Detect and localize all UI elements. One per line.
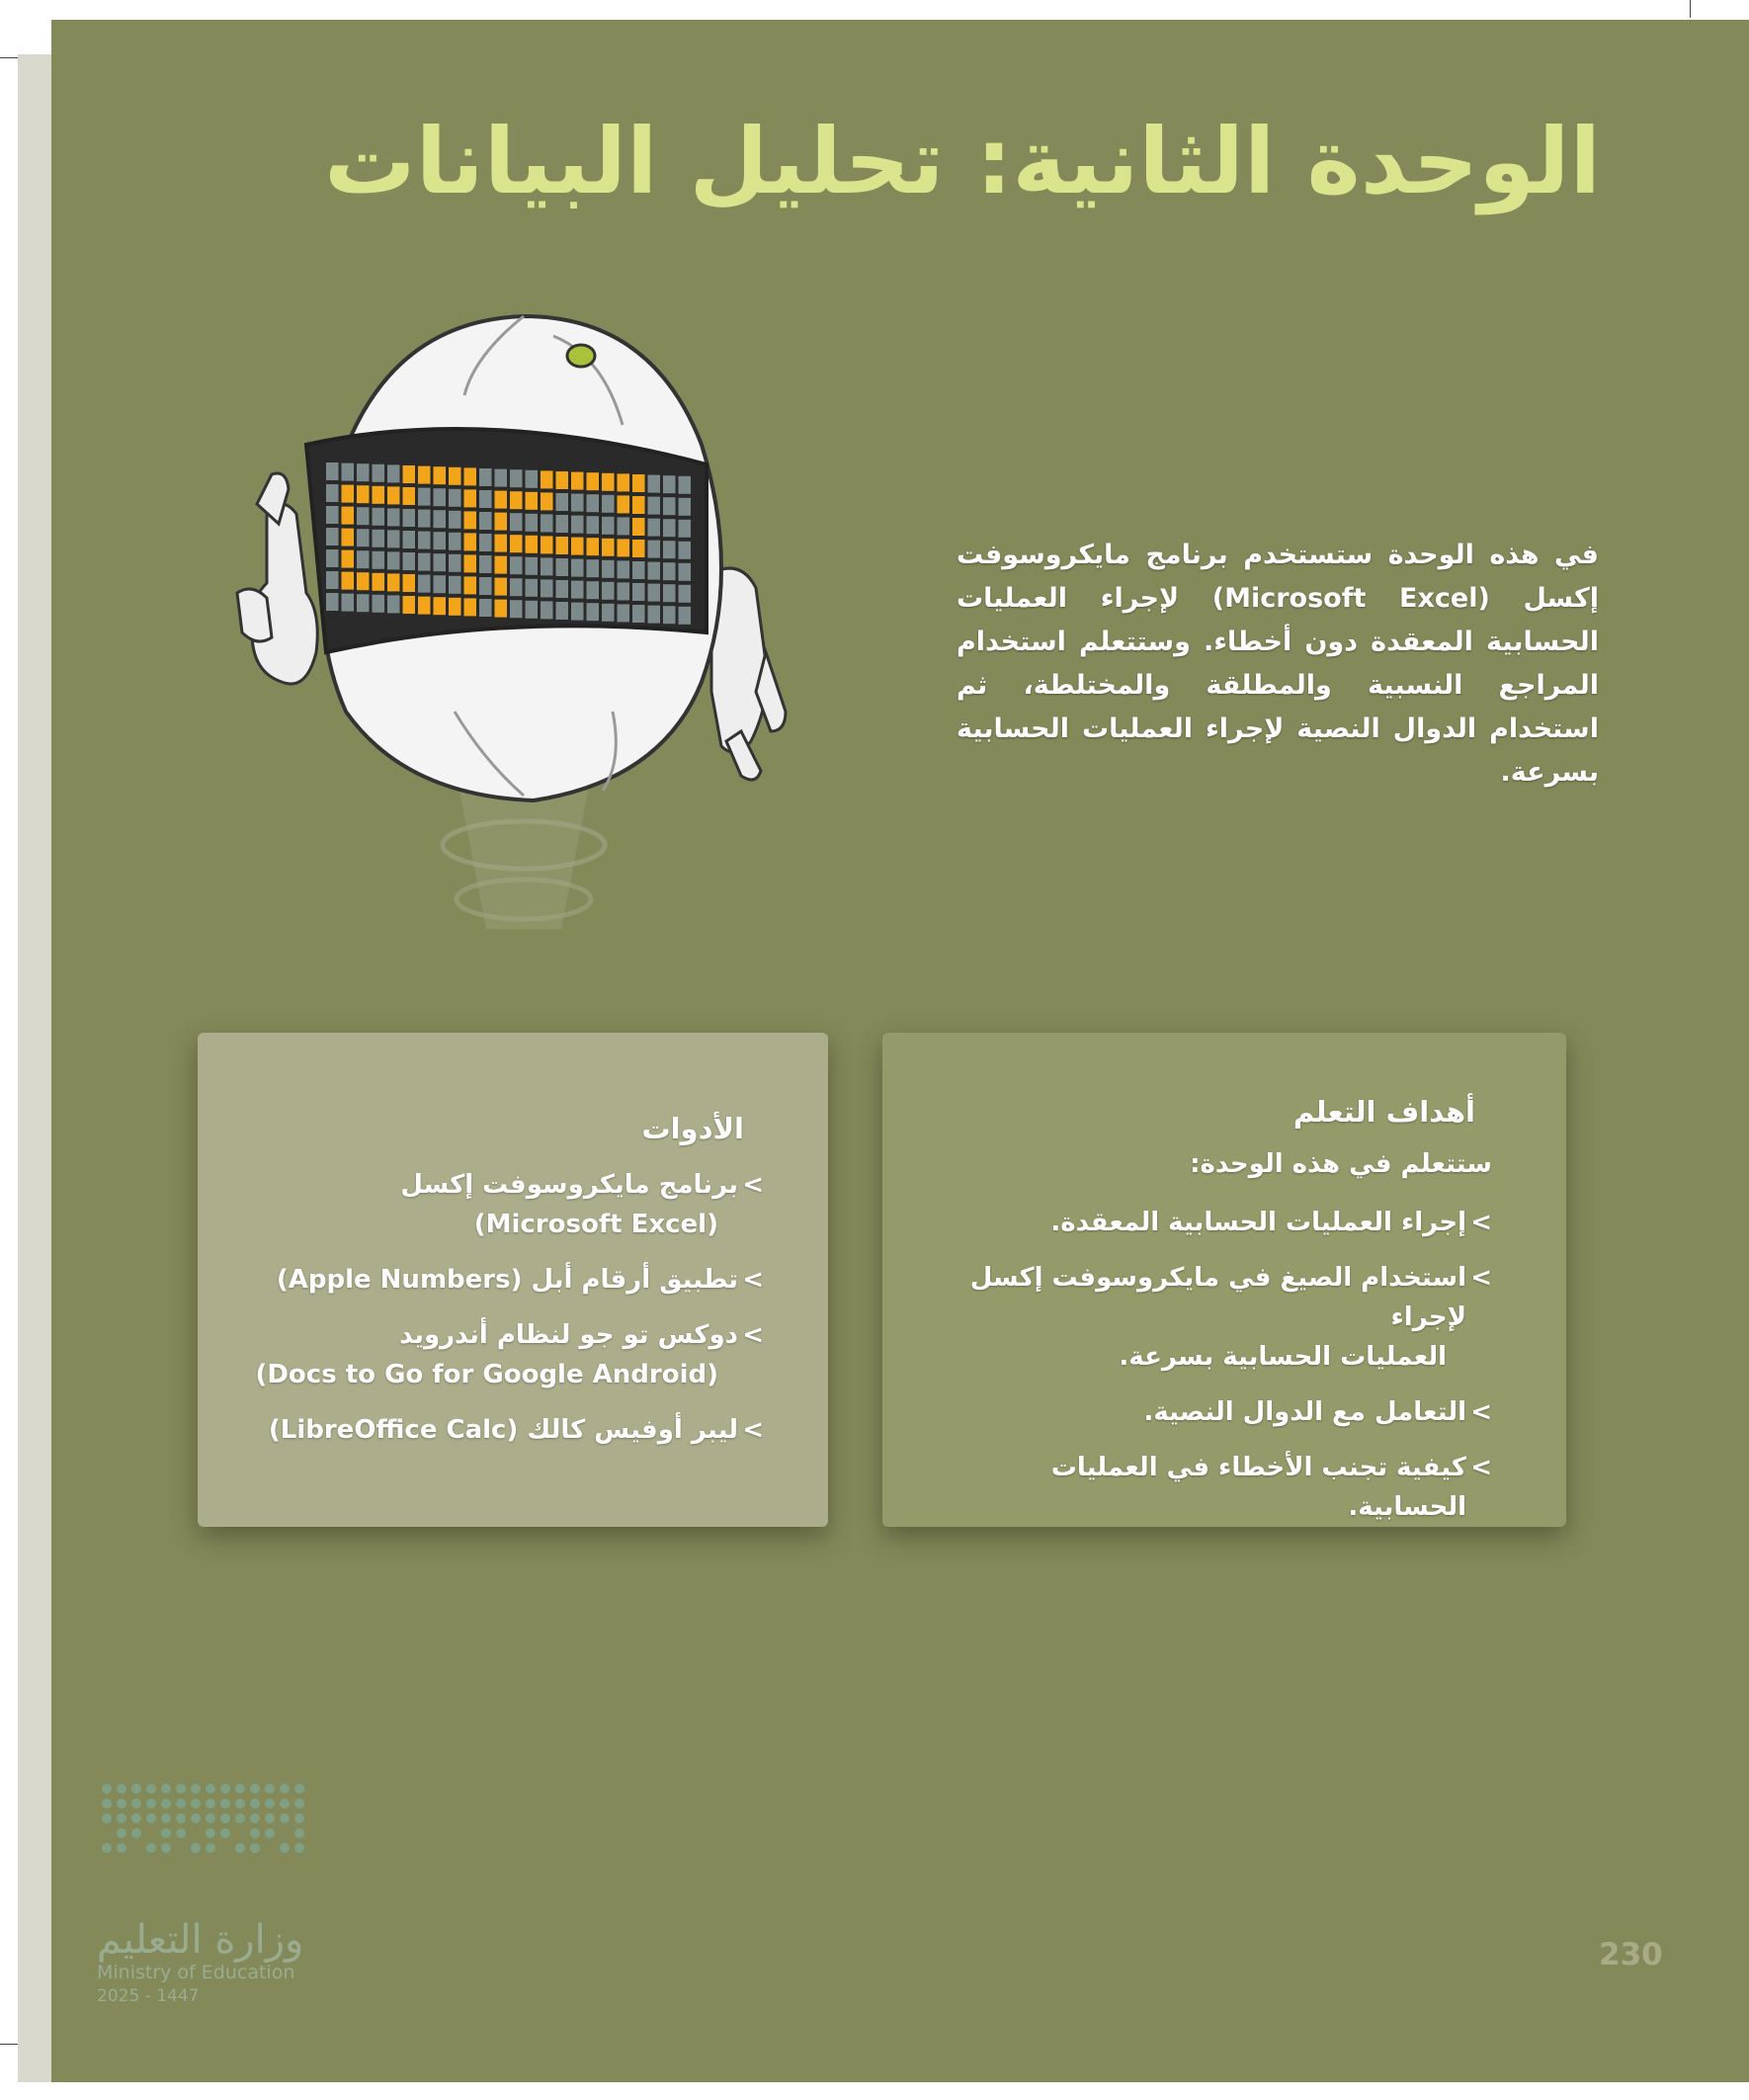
screen-pixel xyxy=(663,519,676,537)
screen-pixel xyxy=(373,508,385,526)
screen-pixel xyxy=(479,512,492,530)
screen-pixel xyxy=(326,528,339,546)
screen-pixel xyxy=(449,598,461,616)
logo-dot xyxy=(102,1813,112,1823)
screen-pixel xyxy=(449,533,461,550)
logo-dot xyxy=(146,1813,156,1823)
logo-dot xyxy=(117,1813,126,1823)
logo-dot xyxy=(294,1784,304,1794)
logo-dot xyxy=(131,1799,141,1808)
logo-dot xyxy=(250,1799,260,1808)
screen-pixel xyxy=(387,573,400,591)
screen-pixel xyxy=(342,550,355,568)
screen-pixel xyxy=(632,583,645,601)
screen-pixel xyxy=(679,498,692,516)
logo-dot xyxy=(191,1813,201,1823)
goal-text: كيفية تجنب الأخطاء في العمليات الحسابية. xyxy=(1050,1453,1466,1522)
screen-pixel xyxy=(434,510,447,528)
screen-pixel xyxy=(618,604,630,622)
screen-pixel xyxy=(602,604,615,622)
logo-dot xyxy=(102,1843,112,1853)
goals-list xyxy=(939,1203,1492,1543)
screen-pixel xyxy=(510,578,523,596)
tool-text: ليبر أوفيس كالك (LibreOffice Calc) xyxy=(268,1415,738,1445)
screen-pixel xyxy=(373,595,385,613)
screen-pixel xyxy=(479,555,492,573)
screen-pixel xyxy=(663,584,676,602)
logo-dot xyxy=(117,1843,126,1853)
screen-pixel xyxy=(373,551,385,569)
logo-dot xyxy=(220,1813,230,1823)
screen-pixel xyxy=(556,580,569,598)
screen-pixel xyxy=(648,519,661,537)
logo-dot xyxy=(265,1799,275,1808)
screen-pixel xyxy=(495,469,508,487)
logo-dot xyxy=(250,1828,260,1838)
screen-pixel xyxy=(648,562,661,580)
screen-pixel xyxy=(632,474,645,492)
screen-pixel xyxy=(403,552,416,570)
logo-dot xyxy=(280,1784,290,1794)
screen-pixel xyxy=(618,517,630,535)
screen-pixel xyxy=(602,473,615,491)
screen-pixel xyxy=(403,574,416,592)
screen-pixel xyxy=(464,576,477,594)
logo-dot xyxy=(220,1799,230,1808)
tool-text-continued: (Docs to Go for Google Android) xyxy=(255,1360,718,1389)
crop-mark xyxy=(1690,0,1691,18)
screen-pixel xyxy=(587,559,600,577)
logo-dot xyxy=(191,1784,201,1794)
screen-pixel xyxy=(648,475,661,493)
screen-pixel xyxy=(587,494,600,512)
screen-pixel xyxy=(403,487,416,505)
logo-dot xyxy=(176,1813,186,1823)
screen-pixel xyxy=(342,507,355,525)
screen-pixel xyxy=(510,600,523,618)
goal-item xyxy=(939,1203,1492,1242)
logo-dot xyxy=(146,1799,156,1808)
bullet-marker: > xyxy=(1470,1453,1492,1482)
screen-pixel xyxy=(387,508,400,526)
screen-pixel xyxy=(479,599,492,617)
screen-pixel xyxy=(326,549,339,567)
bullet-marker: > xyxy=(742,1415,764,1445)
screen-pixel xyxy=(556,558,569,576)
screen-pixel xyxy=(479,490,492,508)
screen-pixel xyxy=(602,560,615,578)
screen-pixel xyxy=(403,596,416,614)
ministry-logo-arabic: وزارة التعليم xyxy=(97,1917,304,1963)
screen-pixel xyxy=(373,464,385,482)
tool-item xyxy=(230,1260,764,1300)
screen-pixel xyxy=(357,507,370,525)
screen-pixel xyxy=(449,554,461,572)
logo-dot xyxy=(117,1828,126,1838)
logo-dot xyxy=(250,1784,260,1794)
screen-pixel xyxy=(618,560,630,578)
logo-dot xyxy=(294,1813,304,1823)
screen-pixel xyxy=(618,582,630,600)
bullet-marker: > xyxy=(1470,1397,1492,1427)
screen-pixel xyxy=(602,517,615,535)
screen-pixel xyxy=(495,491,508,509)
screen-pixel xyxy=(495,513,508,531)
ministry-logo-dots xyxy=(97,1779,334,1917)
logo-dot xyxy=(191,1843,201,1853)
goals-intro: ستتعلم في هذه الوحدة: xyxy=(1190,1149,1492,1179)
screen-pixel xyxy=(556,602,569,620)
screen-pixel xyxy=(387,486,400,504)
logo-dot xyxy=(176,1828,186,1838)
screen-pixel xyxy=(663,562,676,580)
goal-text: التعامل مع الدوال النصية. xyxy=(1143,1397,1466,1427)
screen-pixel xyxy=(357,594,370,612)
screen-pixel xyxy=(403,531,416,548)
screen-pixel xyxy=(541,579,553,597)
logo-dot xyxy=(235,1784,245,1794)
robot-illustration xyxy=(227,296,820,949)
tool-text: برنامج مايكروسوفت إكسل xyxy=(400,1170,738,1200)
screen-pixel xyxy=(373,486,385,504)
logo-dot xyxy=(280,1843,290,1853)
logo-dot xyxy=(206,1843,215,1853)
screen-pixel xyxy=(418,575,431,593)
bullet-marker: > xyxy=(742,1265,764,1295)
screen-pixel xyxy=(479,577,492,595)
ministry-logo-english: Ministry of Education xyxy=(97,1962,295,1983)
screen-pixel xyxy=(342,572,355,590)
screen-pixel xyxy=(526,557,539,575)
goal-text-continued: العمليات الحسابية بسرعة. xyxy=(1119,1342,1447,1372)
logo-dot xyxy=(191,1799,201,1808)
screen-pixel xyxy=(434,532,447,549)
logo-dot xyxy=(176,1799,186,1808)
screen-pixel xyxy=(464,533,477,550)
screen-pixel xyxy=(510,535,523,552)
screen-pixel xyxy=(495,600,508,618)
logo-dot xyxy=(265,1784,275,1794)
screen-pixel xyxy=(510,513,523,531)
unit-title: الوحدة الثانية: تحليل البيانات xyxy=(324,109,1601,214)
screen-pixel xyxy=(618,473,630,491)
screen-pixel xyxy=(571,494,584,512)
screen-pixel xyxy=(373,573,385,591)
logo-dot xyxy=(250,1843,260,1853)
screen-pixel xyxy=(541,514,553,532)
screen-pixel xyxy=(679,563,692,581)
screen-pixel xyxy=(495,535,508,552)
screen-pixel xyxy=(464,554,477,572)
screen-pixel xyxy=(663,475,676,493)
screen-pixel xyxy=(663,541,676,558)
screen-pixel xyxy=(357,485,370,503)
screen-pixel xyxy=(541,536,553,553)
tools-card xyxy=(198,1033,828,1527)
screen-pixel xyxy=(434,553,447,571)
screen-pixel xyxy=(587,603,600,621)
page-number: 230 xyxy=(1599,1937,1663,1973)
goals-heading: أهداف التعلم xyxy=(1292,1095,1475,1129)
learning-goals-card xyxy=(882,1033,1566,1527)
screen-pixel xyxy=(587,472,600,490)
tool-item xyxy=(230,1165,764,1244)
screen-pixel xyxy=(526,514,539,532)
screen-pixel xyxy=(632,561,645,579)
screen-pixel xyxy=(632,605,645,623)
screen-pixel xyxy=(602,495,615,513)
screen-pixel xyxy=(618,495,630,513)
screen-pixel xyxy=(556,471,569,489)
intro-paragraph: في هذه الوحدة ستستخدم برنامج مايكروسوفت إكسل (Microsoft Excel) لإجراء العمليات الحسابية المعقدة دون أخطاء. وستتعلم استخدام المراجع النسبية والمطلقة والمختلطة، ثم استخدام الدوال النصية لإجراء العمليات الحسابية بسرعة. xyxy=(957,540,1599,788)
screen-pixel xyxy=(357,529,370,546)
tool-text: تطبيق أرقام أبل (Apple Numbers) xyxy=(276,1265,738,1295)
screen-pixel xyxy=(418,488,431,506)
screen-pixel xyxy=(526,579,539,597)
logo-dot xyxy=(161,1784,171,1794)
screen-pixel xyxy=(342,485,355,503)
screen-pixel xyxy=(663,606,676,624)
screen-pixel xyxy=(632,540,645,557)
screen-pixel xyxy=(510,556,523,574)
tools-list xyxy=(230,1165,764,1466)
screen-pixel xyxy=(387,464,400,482)
logo-dot xyxy=(206,1784,215,1794)
ministry-logo-year: 2025 - 1447 xyxy=(97,1986,200,2006)
screen-pixel xyxy=(648,541,661,558)
screen-pixel xyxy=(632,518,645,536)
goal-item xyxy=(939,1392,1492,1432)
logo-dot xyxy=(206,1813,215,1823)
screen-pixel xyxy=(495,556,508,574)
bullet-marker: > xyxy=(742,1320,764,1350)
screen-pixel xyxy=(587,538,600,555)
logo-dot xyxy=(146,1843,156,1853)
screen-pixel xyxy=(342,463,355,481)
screen-pixel xyxy=(479,534,492,551)
screen-pixel xyxy=(648,584,661,602)
logo-dot xyxy=(102,1799,112,1808)
logo-dot xyxy=(235,1843,245,1853)
screen-pixel xyxy=(449,511,461,529)
logo-dot xyxy=(265,1813,275,1823)
screen-pixel xyxy=(464,489,477,507)
screen-pixel xyxy=(556,515,569,533)
logo-dot xyxy=(206,1799,215,1808)
screen-pixel xyxy=(541,492,553,510)
tool-item xyxy=(230,1315,764,1394)
screen-pixel xyxy=(495,578,508,596)
screen-pixel xyxy=(326,506,339,524)
screen-pixel xyxy=(571,603,584,621)
screen-pixel xyxy=(387,530,400,547)
screen-pixel xyxy=(526,601,539,619)
screen-pixel xyxy=(571,581,584,599)
goal-text: استخدام الصيغ في مايكروسوفت إكسل لإجراء xyxy=(969,1263,1466,1332)
screen-pixel xyxy=(449,467,461,485)
screen-pixel xyxy=(510,469,523,487)
screen-pixel xyxy=(434,488,447,506)
screen-pixel xyxy=(373,530,385,547)
screen-pixel xyxy=(571,516,584,534)
screen-pixel xyxy=(449,489,461,507)
screen-pixel xyxy=(526,536,539,553)
screen-pixel xyxy=(434,575,447,593)
screen-pixel xyxy=(587,516,600,534)
screen-pixel xyxy=(663,497,676,515)
logo-dot xyxy=(206,1828,215,1838)
screen-pixel xyxy=(602,539,615,556)
logo-dot xyxy=(294,1843,304,1853)
logo-dot xyxy=(280,1799,290,1808)
tool-item xyxy=(230,1410,764,1450)
screen-pixel xyxy=(326,484,339,502)
logo-dot xyxy=(117,1784,126,1794)
screen-pixel xyxy=(679,542,692,559)
screen-pixel xyxy=(618,539,630,556)
screen-pixel xyxy=(326,593,339,611)
screen-pixel xyxy=(464,511,477,529)
screen-pixel xyxy=(434,466,447,484)
screen-pixel xyxy=(342,594,355,612)
screen-pixel xyxy=(326,571,339,589)
goal-item xyxy=(939,1448,1492,1527)
tools-heading: الأدوات xyxy=(641,1112,744,1145)
screen-pixel xyxy=(464,598,477,616)
logo-dot xyxy=(161,1799,171,1808)
logo-dot xyxy=(235,1799,245,1808)
screen-pixel xyxy=(418,597,431,615)
tool-text: دوكس تو جو لنظام أندرويد xyxy=(399,1320,738,1350)
logo-dot xyxy=(250,1813,260,1823)
screen-pixel xyxy=(418,553,431,571)
screen-pixel xyxy=(464,467,477,485)
screen-pixel xyxy=(648,606,661,624)
screen-pixel xyxy=(418,532,431,549)
logo-dot xyxy=(131,1813,141,1823)
screen-pixel xyxy=(357,463,370,481)
screen-pixel xyxy=(403,509,416,527)
screen-pixel xyxy=(526,470,539,488)
screen-pixel xyxy=(449,576,461,594)
screen-pixel xyxy=(541,601,553,619)
screen-pixel xyxy=(357,572,370,590)
screen-pixel xyxy=(510,491,523,509)
screen-pixel xyxy=(326,462,339,480)
screen-pixel xyxy=(587,581,600,599)
screen-pixel xyxy=(418,510,431,528)
screen-pixel xyxy=(679,520,692,538)
screen-pixel xyxy=(571,559,584,577)
logo-dot xyxy=(220,1784,230,1794)
screen-pixel xyxy=(387,551,400,569)
logo-dot xyxy=(161,1843,171,1853)
logo-dot xyxy=(161,1828,171,1838)
bullet-marker: > xyxy=(742,1170,764,1200)
logo-dot xyxy=(131,1784,141,1794)
screen-pixel xyxy=(571,538,584,555)
screen-pixel xyxy=(679,607,692,625)
logo-dot xyxy=(146,1784,156,1794)
logo-dot xyxy=(294,1828,304,1838)
logo-dot xyxy=(176,1784,186,1794)
screen-pixel xyxy=(541,470,553,488)
tool-text-continued: (Microsoft Excel) xyxy=(473,1210,718,1239)
bullet-marker: > xyxy=(1470,1208,1492,1237)
logo-dot xyxy=(220,1828,230,1838)
screen-pixel xyxy=(571,472,584,490)
goal-text: إجراء العمليات الحسابية المعقدة. xyxy=(1050,1208,1466,1237)
screen-pixel xyxy=(556,493,569,511)
page-spine xyxy=(18,54,51,2082)
logo-dot xyxy=(280,1813,290,1823)
logo-dot xyxy=(294,1799,304,1808)
screen-pixel xyxy=(342,529,355,546)
screen-pixel xyxy=(526,492,539,510)
screen-pixel xyxy=(418,466,431,484)
screen-pixel xyxy=(679,585,692,603)
screen-pixel xyxy=(602,582,615,600)
screen-pixel xyxy=(434,597,447,615)
screen-pixel xyxy=(556,537,569,554)
logo-dot xyxy=(235,1813,245,1823)
logo-dot xyxy=(102,1784,112,1794)
screen-pixel xyxy=(648,497,661,515)
screen-pixel xyxy=(387,595,400,613)
bullet-marker: > xyxy=(1470,1263,1492,1293)
screen-pixel xyxy=(632,496,645,514)
screen-pixel xyxy=(357,550,370,568)
screen-pixel xyxy=(479,468,492,486)
goal-item xyxy=(939,1258,1492,1377)
logo-dot xyxy=(117,1799,126,1808)
screen-pixel xyxy=(541,557,553,575)
screen-pixel xyxy=(679,476,692,494)
logo-dot xyxy=(265,1828,275,1838)
logo-dot xyxy=(161,1813,171,1823)
logo-dot xyxy=(131,1828,141,1838)
screen-pixel xyxy=(403,465,416,483)
